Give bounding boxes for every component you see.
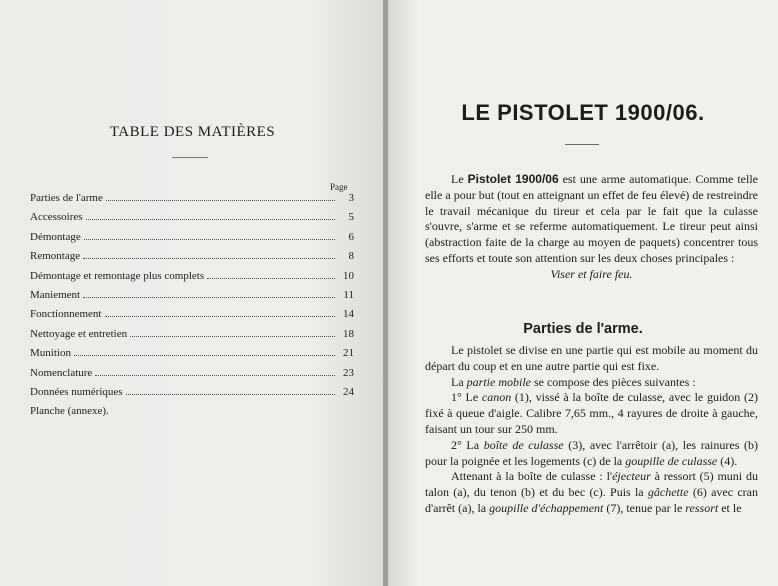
toc-entry [30,308,354,327]
toc-title: TABLE DES MATIÈRES [109,124,276,140]
dot-leader [112,407,335,414]
toc-entry-page: 14 [343,308,354,321]
toc-entry [30,231,354,250]
toc-entry-page: 21 [343,347,354,360]
toc-entry-page: 8 [348,250,354,263]
toc-entry-label: Parties de l'arme [30,192,103,204]
dot-leader [74,348,335,356]
paragraph: Le pistolet se divise en une partie qui est mobile au moment du départ du coup et en une autre partie qui est fixe. [425,343,758,373]
title-divider [172,157,208,158]
toc-entry-page: 6 [348,230,354,243]
dot-leader [105,309,336,317]
dot-leader [86,212,335,220]
toc-entry [30,386,354,405]
toc-entry [30,405,354,424]
paragraph: La partie mobile se compose des pièces suivantes : [451,374,696,389]
dot-leader [83,251,335,259]
toc-entry [30,328,354,347]
toc-entry [30,270,354,289]
toc-entry [30,250,354,269]
paragraph: Attenant à la boîte de culasse : l'éjecteur à ressort (5) muni du talon (a), du tenon (b) et du bec (c). Puis la gâchette (6) avec cran d'arrêt (a), la goupille d'échappement (7), tenue par le ressort et le [425,469,758,515]
toc-entry-page: 10 [343,269,354,282]
dot-leader [130,329,335,337]
toc-entry-label: Maniement [30,288,81,301]
dot-leader [84,232,335,240]
toc-entry-label: Remontage [30,250,81,263]
toc-entry-label: Nomenclature [30,366,93,379]
toc-entry-page: 24 [343,385,354,398]
toc-list [30,192,354,425]
toc-entry-page: 3 [348,192,354,204]
toc-entry-label: Planche (annexe). [30,405,109,418]
motto: Viser et faire feu. [550,266,633,281]
section-text [425,343,758,517]
toc-entry-label: Démontage [30,230,81,243]
dot-leader [207,271,335,279]
toc-entry-label: Fonctionnement [30,308,102,321]
dot-leader [95,368,335,376]
left-page [0,0,385,586]
dot-leader [126,387,335,395]
toc-entry-label: Démontage et remontage plus complets [30,269,205,282]
toc-entry-label: Munition [30,347,71,360]
toc-entry [30,192,354,211]
paragraph: 2° La boîte de culasse (3), avec l'arrêtoir (a), les rainures (b) pour la poignée et les logements (c) de la goupille de culasse (4). [425,437,758,468]
toc-entry [30,211,354,230]
section-heading: Parties de l'arme. [523,321,643,337]
toc-entry-page: 11 [343,288,354,301]
toc-entry-page: 5 [348,211,354,224]
toc-entry-label: Accessoires [30,211,83,224]
dot-leader [106,193,335,201]
toc-entry [30,367,354,386]
toc-entry-page: 23 [343,366,354,379]
title-divider [565,144,599,145]
intro-text [425,172,758,283]
intro-paragraph: Le Pistolet 1900/06 est une arme automatique. Comme telle elle a pour but (tout en atteignant un effet de feu élevé) de restreindre le travail mécanique du tireur et cela par le fait que la culasse s'ouvre, s'arme et se referme automatiquement. Le tireur peut ainsi (abstraction faite de la charge au moyen de paquets) concentrer tous ses efforts et toute son attention sur les deux choses principales : [425,172,758,265]
toc-entry-label: Données numériques [30,385,123,398]
dot-leader [83,290,335,298]
paragraph: 1° Le canon (1), vissé à la boîte de culasse, avec le guidon (2) fixé à queue d'aigle. Calibre 7,65 mm., 4 rayures de droite à gauche, faisant un tour sur 250 mm. [425,390,758,436]
right-page [388,0,778,586]
toc-entry [30,347,354,366]
toc-entry-page: 18 [343,327,354,340]
chapter-title: LE PISTOLET 1900/06. [461,100,705,125]
toc-entry-label: Nettoyage et entretien [30,327,128,340]
toc-entry [30,289,354,308]
page-column-header: Page [330,182,348,192]
